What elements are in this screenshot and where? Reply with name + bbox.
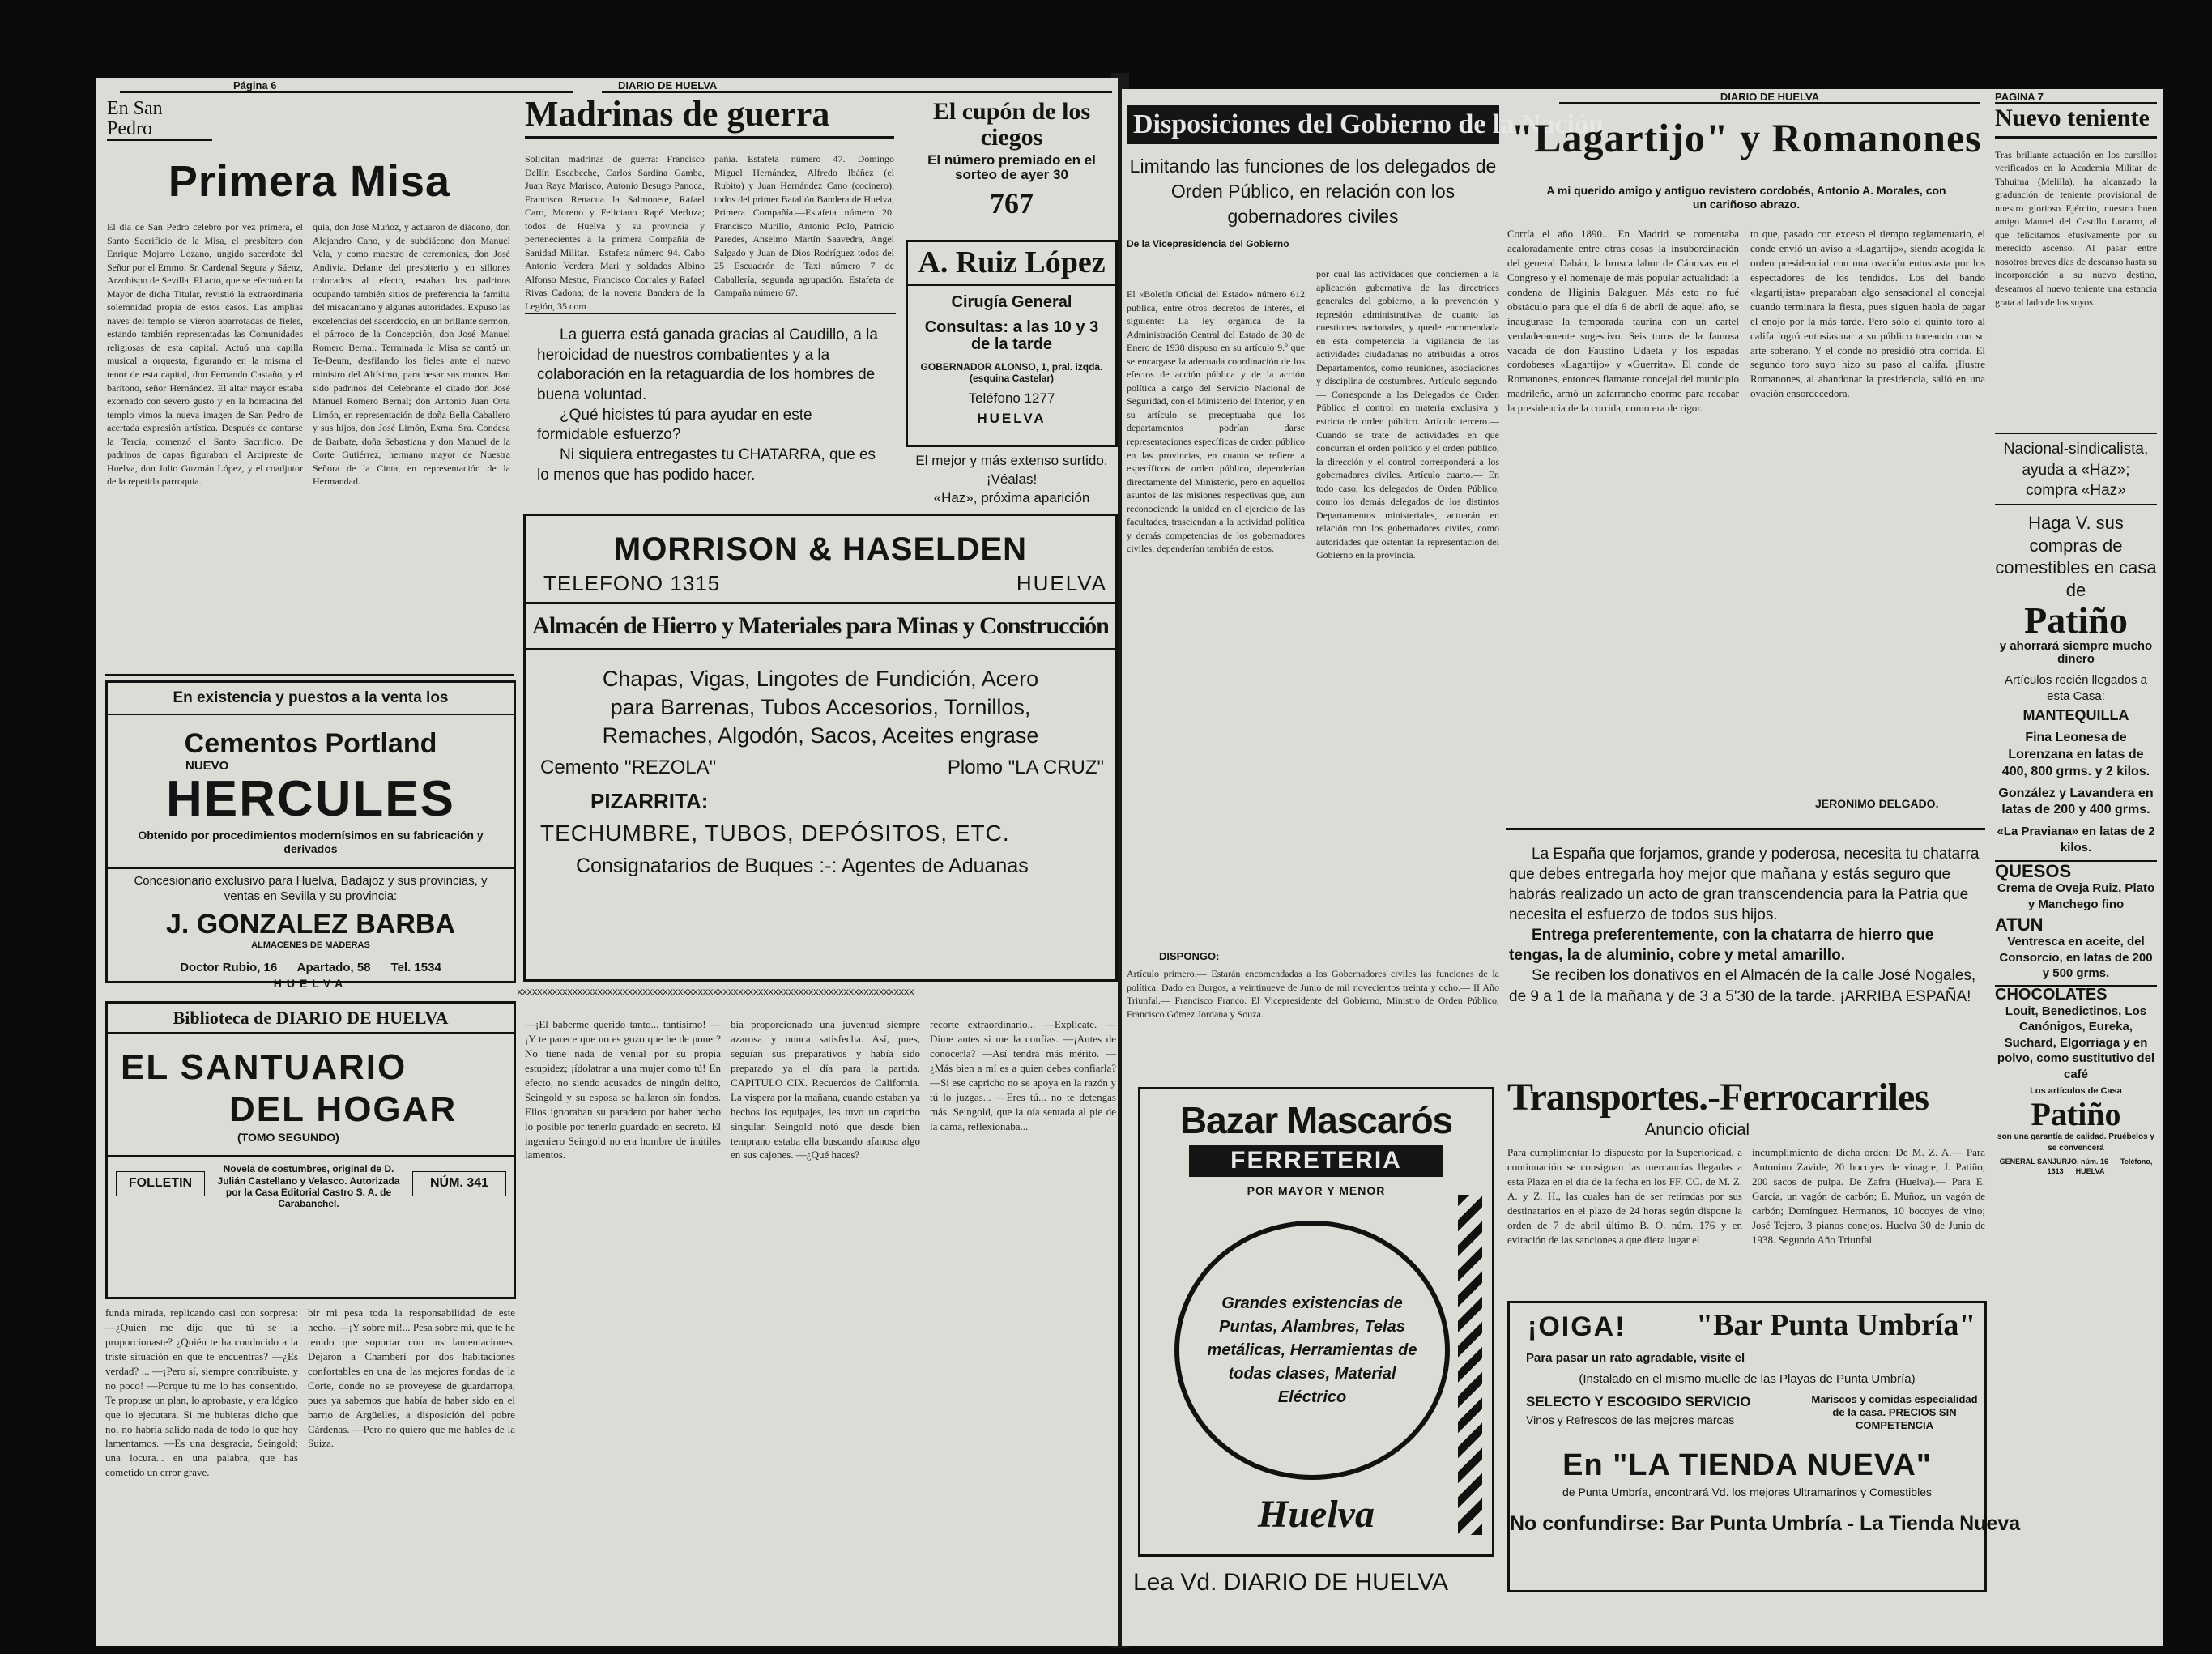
subheadline: Limitando las funciones de los delegados de Orden Público, en relación con los gobernadores civiles xyxy=(1129,155,1497,227)
article-column-2: incumplimiento de dicha orden: De M. Z. A.— Para Antonino Zavide, 20 bocoyes de vinagre; J. Patiño, 200 sacos de pulpa. De Zafra (Huelva).— Para E. García, un vagón de carbón; E. Muñoz, un vagón de carbón; Domínguez Hermanos, 10 bocoyes de vino; José Tejero, 3 pianos conejos. Huelva 30 de Junio de 1938. Segundo Año Triunfal. xyxy=(1752,1146,1985,1246)
phone-row xyxy=(526,569,1115,597)
product: Fina Leonesa de Lorenzana en latas de 400, 800 grms. y 2 kilos. xyxy=(2001,731,2150,778)
article-body: Tras brillante actuación en los cursillos verificados en la Academia Militar de Tahuima (Melilla), ha alcanzado la graduación de teniente provisional de nuestro glorioso Ejército, nuestro buen amigo Manuel del Castillo Lucarro, al que felicitamos efusivamente por su merecido ascenso. Al pasar entre nosotros breves días de descanso hasta su incorporación a su nuevo destino, deseamos al nuevo teniente una estancia grata al lado de los suyos. xyxy=(1995,148,2157,308)
city: Huelva xyxy=(1258,1493,1375,1536)
novel-note: Novela de costumbres, original de D. Julián Castellano y Velasco. Autorizada por la Casa Editorial Castro S. A. de Carabanchel. xyxy=(217,1163,400,1210)
dedication: A mi querido amigo y antiguo revistero cordobés, Antonio A. Morales, con un cariñoso abrazo. xyxy=(1546,183,1946,211)
ad-slogan: No confundirse: Bar Punta Umbría - La Tienda Nueva xyxy=(1510,1512,2021,1536)
notice-paragraph: La España que forjamos, grande y poderosa, necesita tu chatarra que debes entregarla hoy mejor que mañana y estás seguro que habrás realizado un acto de gran transcendencia para la Patria que necesita el esfuerzo de todos sus hijos. xyxy=(1509,846,1980,924)
ad-line: El mejor y más extenso surtido. ¡Véalas! xyxy=(915,453,1108,487)
headline: Nuevo teniente xyxy=(1995,105,2157,139)
ad-line: Para pasar un rato agradable, visite el xyxy=(1526,1351,1745,1365)
tienda-nueva: En "LA TIENDA NUEVA" xyxy=(1562,1447,1932,1482)
folletin-column-3: —¡El baberme querido tanto... tantísimo! —¡Y te parece que no es gozo que he de poner? No tiene nada de venial por su propia estupidez; ¡ídolatrar a una mujer como tú! En efecto, no siendo acusados de ningún delito, Seingold y su esposa se hallaron sin fondos. Ellos ignoraban su paradero por haber hecho lo posible por tenerlo guardado en secreto. El ingeniero Seingold no era hombre de inútiles lamentos. xyxy=(525,1018,721,1162)
ad-line: Artículos recién llegados a esta Casa: xyxy=(2005,672,2147,704)
por-mayor: POR MAYOR Y MENOR xyxy=(1247,1183,1386,1197)
notice-paragraph: Ni siquiera entregastes tu CHATARRA, que es lo menos que has podido hacer. xyxy=(537,446,876,484)
article-column-2: por cuál las actividades que conciernen a la aplicación gubernativa de las directrices generales del gobierno, a la prevención y represión administrativas de cuanto las cuestiones nacionales, y quede encomendada en esta competencia la vigilancia de las actividades ciudadanas no atribuidas a otros Departamentos, como reuniones, asociaciones y disciplina de costumbres. Artículo segundo.— Corresponde a los Delegados de Orden Público el control en materia exclusiva y estricta de orden público. Artículo tercero.— Cuando se trate de actividades en que concurran el orden político y el orden público, la dirección y el control corresponderá a los gobernadores civiles. Artículo cuarto.— En todo caso, los delegados de Orden Público, como los demás delegados de los distintos Departamentos ministeriales, actuarán en relación con los gobernadores civiles, como autoridades que ostentan la representación del Gobierno en la provincia. xyxy=(1316,268,1499,561)
product: González y Lavandera en latas de 200 y 400 grms. xyxy=(1998,786,2154,817)
cemento-brand: Cemento "REZOLA" xyxy=(540,757,717,779)
notice-nacional-sindicalista: Nacional-sindicalista, ayuda a «Haz»; compra «Haz» xyxy=(1995,433,2157,505)
ferreteria: FERRETERIA xyxy=(1189,1145,1443,1177)
article-column-1: Corría el año 1890... En Madrid se comentaba acaloradamente entre otras cosas la insubordinación del general Dabán, la brusca labor de Cánovas en el Congreso y el homenaje de más popular actualidad: la condena de Higinia Balaguer. Más esto no fué obstáculo para que el día 6 de abril de aquel año, se inaugurase la temporada taurina con un cartel verdaderamente sugestivo. Seis toros de la famosa vacada de don Faustino Udaeta y los espadas cordobeses «Lagartijo» y «Guerrita». El conde de Romanones, entonces flamante concejal del municipio madrileño, armó un zafarrancho enorme para recabar la presidencia de la corrida, como era de rigor. xyxy=(1507,228,1739,415)
folletin-column-2: bir mi pesa toda la responsabilidad de este hecho. —¡Y sobre mí!... Pesa sobre mí, que te he tenido que soportar con tus lamentaciones. Dejaron a Chamberí por dos habitaciones confortables en una de las mejores fondas de la Corte, donde no se proveyese de guardarropa, pues ya sabemos que había de haber sido en el barrio de Argüelles, a disposición del pobre Cárdenas. —Pero no quiero que me hables de la Suiza. xyxy=(308,1307,515,1450)
city: HUELVA xyxy=(1016,571,1107,595)
department: De la Vicepresidencia del Gobierno xyxy=(1127,237,1289,249)
ad-line: Teléfono 1277 xyxy=(968,390,1055,406)
consignatarios: Consignatarios de Buques :-: Agentes de Aduanas xyxy=(576,855,1029,878)
ad-line: SELECTO Y ESCOGIDO SERVICIO xyxy=(1526,1393,1751,1409)
right-newspaper-page xyxy=(1122,89,2163,1646)
article-column-2: to que, pasado con exceso el tiempo reglamentario, el conde envió un aviso a «Lagartijo», siendo acogida la orden presidencial con una ovación entusiasta por los espectadores de los tendidos. Los del bando «lagartijista» preparaban algo sensacional al concejal cuando terminara la fiesta, pues siguen habla de pagar el enojo por la más tarde. Pero sólo el quinto toro al califa logró entusiasmar a su público toreando con su arte soberano. Y el conde no presidió otra corrida. El segundo toro suyo hizo su paso al califa. ¡Ilustre Romanones, al abandonar la presidencia, salió en una ovación ensordecedora. xyxy=(1750,228,1985,400)
folletin-header xyxy=(105,1001,516,1299)
ad-address: GENERAL SANJURJO, núm. 16 Teléfono, 1313 HUELVA xyxy=(1999,1157,2154,1176)
ad-line: ALMACENES DE MADERAS xyxy=(251,940,370,950)
article-lagartijo xyxy=(1507,105,1985,834)
ad-line: (Instalado en el mismo muelle de las Playas de Punta Umbría) xyxy=(1579,1372,1916,1387)
folletin-column-1: funda mirada, replicando casi con sorpresa: —¿Quién me dijo que tú se la proporcionaste? ¿Quién te ha conducido a la triste situación en que te encuentras? —¿Es verdad? ... —¡Pero sí, siempre contribuiste, y no poco! —Porque tú me lo has consentido. Te propuse un plan, lo aprobaste, y era lógico que lo ejecutara. Si me hubieras dicho que no, no habría salido nada de todo lo que hoy lamentamos. —Es una desgracia, Seingold; una locura... en una palabra, que has cometido un error grave. xyxy=(105,1307,298,1479)
brand-row xyxy=(526,755,1115,784)
folletin-label: FOLLETIN xyxy=(116,1171,205,1196)
ad-brand: HERCULES xyxy=(165,771,456,828)
techumbre: TECHUMBRE, TUBOS, DEPÓSITOS, ETC. xyxy=(540,820,1010,846)
ad-line: «Haz», próxima aparición xyxy=(933,489,1090,505)
lea-diario: Lea Vd. DIARIO DE HUELVA xyxy=(1133,1569,1449,1596)
ad-line: HUELVA xyxy=(977,410,1046,426)
ad-line: En existencia y puestos a la venta los xyxy=(108,683,514,715)
notice-paragraph: Se reciben los donativos en el Almacén de la calle José Nogales, de 9 a 1 de la mañana y de 3 a 5'30 de la tarde. ¡ARRIBA ESPAÑA! xyxy=(1509,967,1976,1005)
oiga: ¡OIGA! xyxy=(1528,1311,1626,1342)
notice-espana xyxy=(1509,844,1985,1069)
store-name: Patiño xyxy=(2024,599,2128,641)
biblioteca-title: Biblioteca de DIARIO DE HUELVA xyxy=(108,1004,514,1034)
product: «La Pravianа» en latas de 2 kilos. xyxy=(1997,825,2155,855)
oiga-row xyxy=(1510,1303,1984,1350)
ad-line: Concesionario exclusivo para Huelva, Badajoz y sus provincias, y ventas en Sevilla y su provincia: xyxy=(108,867,514,905)
article-column-2: pañía.—Estafeta número 47. Domingo Miguel Hernández, Alfredo Ibáñez (el Rubito) y Juan Hernández Cano (cocinero), todos del primer Batallón Bandera de Huelva, Primera Compañía.—Estafeta número 20. Francisco Murillo, Antonio Polo, Patricio Paredes, Anselmo Martín Saavedra, Angel Salgado y Juan de Dios Rodríguez todos del 25 Escuadrón de Taxi número 7 de Caballería, segunda agrupación. Estafeta de Campaña número 67. xyxy=(714,153,894,299)
plomo-brand: Plomo "LA CRUZ" xyxy=(947,757,1104,779)
headline: Primera Misa xyxy=(168,157,451,207)
volume: (TOMO SEGUNDO) xyxy=(237,1131,339,1145)
cupon-ciegos xyxy=(906,99,1118,237)
ad-product: Cementos Portland xyxy=(184,727,437,759)
ad-cementos-hercules xyxy=(105,680,516,991)
masthead-title: DIARIO DE HUELVA xyxy=(1720,91,1820,103)
service-row xyxy=(1510,1393,1984,1442)
folletin-column-4: bía proporcionado una juventud siempre azarosa y nunca satisfecha. Así, pues, seguían sus preparativos y había sido preparado ya el día para la partida. CAPITULO CIX. Recuerdos de California. La víspera por la mañana, cuando estaban ya hechos los equipajes, les tuvo un capricho singular. Seingold notó que desde bien temprano estaba ella buscando afanosa algo en sus cajones. —¿Qué haces? xyxy=(731,1018,920,1162)
page-number: PAGINA 7 xyxy=(1995,91,2044,103)
ad-line: son una garantía de calidad. Pruébelos y se convencerá xyxy=(1997,1132,2154,1153)
headline: Madrinas de guerra xyxy=(525,96,894,139)
article-close: Artículo primero.— Estarán encomendadas a los Gobernadores civiles las funciones de la política. Dado en Burgos, a veintinueve de Junio de mil novecientos treinta y ocho.— II Año Triunfal.— Francisco Franco. El Vicepresidente del Gobierno, Ministro de Orden Público, Francisco Gómez Jordana y Souza. xyxy=(1127,968,1499,1020)
product-list: Chapas, Vigas, Lingotes de Fundición, Acero para Barrenas, Tubos Accesorios, Tornillos, Remaches, Algodón, Sacos, Aceites engrase xyxy=(602,667,1039,748)
rule xyxy=(525,313,896,314)
masthead xyxy=(602,79,1112,93)
article-column-1: Para cumplimentar lo dispuesto por la Superioridad, a continuación se consignan las mercancías llegadas a esta Plaza en el día de la fecha en los FF. CC. de M. Z. A. y Z. H., las cuales han de ser retiradas por sus destinatarios en el plazo de 24 horas según dispone la orden de 7 de abril último B. O. núm. 176 y en evitación de las sanciones a que diera lugar el xyxy=(1507,1146,1742,1246)
product: Ventresca en aceite, del Consorcio, en latas de 200 y 500 grms. xyxy=(1999,935,2153,981)
novel-title-1: EL SANTUARIO xyxy=(121,1047,407,1088)
ad-line: Cirugía General xyxy=(951,292,1072,311)
ad-line: Haga V. sus compras de comestibles en casa de xyxy=(1995,513,2157,600)
masthead xyxy=(1559,91,1980,104)
ad-company: J. GONZALEZ BARBA xyxy=(166,909,455,940)
folletin-info xyxy=(108,1155,514,1230)
ad-line: GOBERNADOR ALONSO, 1, pral. izqda. (esquina Castelar) xyxy=(920,360,1103,385)
category-mantequilla: MANTEQUILLA xyxy=(2022,707,2129,724)
ad-line: Obtenido por procedimientos modernísimos en su fabricación y derivados xyxy=(138,829,484,855)
ad-ruiz-lopez xyxy=(906,240,1118,447)
store-name: Bazar Mascarós xyxy=(1179,1099,1453,1141)
masthead-title: DIARIO DE HUELVA xyxy=(618,79,718,92)
headline: "Lagartijo" y Romanones xyxy=(1511,115,1982,160)
ad-line: Los artículos de Casa xyxy=(2030,1086,2122,1097)
headline: Transportes.-Ferrocarriles xyxy=(1507,1076,1929,1119)
cupon-number: 767 xyxy=(990,186,1034,220)
article-column-1: El «Boletín Oficial del Estado» número 612 publica, entre otros decretos de interés, el siguiente: La ley orgánica de la Administración Central del Estado de 30 de Enero de 1938 dispuso en su artículo 9.º que se encargase la adecuada coordinación de los efectos de acción pública y de la acción política a cargo del Servicio Nacional de Seguridad, con el Ministerio del Interior, y en su artículo se preceptuaba que los departamentos podrían darse representaciones específicas de orden público en las provincias, en cuanto se refiere a específicos de orden público, dependerían directamente del Ministerio, pero en aquellos asuntos de las misiones respectivas que, aun reconociendo la unidad en el ejercicio de las facultades, trasciendan a la actividad política y demás competencias de los gobernadores civiles, dependerían también de estos. xyxy=(1127,288,1305,555)
products-circle-text: Grandes existencias de Puntas, Alambres, Telas metálicas, Herramientas de todas clases, Material Eléctrico xyxy=(1207,1294,1417,1406)
signature: JERONIMO DELGADO. xyxy=(1815,797,1939,810)
subheadline: Anuncio oficial xyxy=(1645,1121,1750,1140)
ad-line: Vinos y Refrescos de las mejores marcas xyxy=(1526,1413,1735,1426)
category-atun: ATUN xyxy=(1995,914,2044,936)
kicker: En San Pedro xyxy=(107,99,212,141)
ad-line: Consultas: a las 10 y 3 de la tarde xyxy=(924,318,1099,353)
stripes xyxy=(1458,1195,1482,1535)
store-name-2: Patiño xyxy=(2031,1096,2121,1133)
product: Crema de Oveja Ruiz, Plato y Manchego fino xyxy=(1997,881,2155,911)
category-quesos: QUESOS xyxy=(1995,860,2157,880)
ad-new: NUEVO xyxy=(185,759,229,774)
notice-paragraph: Entrega preferentemente, con la chatarra de hierro que tengas, la de aluminio, cobre y metal amarillo. xyxy=(1509,927,1934,965)
notice-paragraph: La guerra está ganada gracias al Caudillo, a la heroicidad de nuestros combatientes y a la colaboración en la retaguardia de los hombres de buena voluntad. xyxy=(537,326,878,404)
ad-line: de Punta Umbría, encontrará Vd. los mejores Ultramarinos y Comestibles xyxy=(1562,1486,1932,1499)
novel-title-2: DEL HOGAR xyxy=(229,1089,458,1130)
ad-line: Mariscos y comidas especialidad de la casa. PRECIOS SIN COMPETENCIA xyxy=(1811,1392,1978,1431)
ad-bazar-mascaros xyxy=(1138,1087,1494,1557)
product: Louit, Benedictinos, Los Canónigos, Eureka, Suchard, Elgorriaga y en polvo, como sustitutivo del café xyxy=(1997,1004,2155,1081)
cupon-subtitle: El número premiado en el sorteo de ayer 30 xyxy=(927,152,1096,182)
pizarrita: PIZARRITA: xyxy=(590,789,709,814)
category-chocolates: CHOCOLATES xyxy=(1995,985,2157,1004)
article-nuevo-teniente xyxy=(1995,105,2157,429)
page-header-right xyxy=(1995,91,2157,104)
dispongo: DISPONGO: xyxy=(1159,950,1220,962)
almacen-title: Almacén de Hierro y Materiales para Minas y Construcción xyxy=(526,602,1115,650)
cupon-title: El cupón de los ciegos xyxy=(932,98,1091,151)
ad-line: y ahorrará siempre mucho dinero xyxy=(1999,639,2153,667)
ad-morrison-haselden xyxy=(523,514,1118,982)
rule xyxy=(1506,828,1985,830)
products-circle xyxy=(1174,1221,1450,1480)
ad-address: Doctor Rubio, 16 Apartado, 58 Tel. 1534 xyxy=(180,960,441,974)
ad-haz xyxy=(906,452,1118,517)
article-primera-misa xyxy=(107,99,512,682)
notice-paragraph: ¿Qué hicistes tú para ayudar en este formidable esfuerzo? xyxy=(537,406,812,444)
ad-bar-punta-umbria xyxy=(1507,1301,2021,1592)
rule xyxy=(105,674,514,676)
article-column-1: El día de San Pedro celebró por vez primera, el Santo Sacrificio de la Misa, el presbítero don Enrique Mojarro Lozano, ungido sacerdote del Señor por el Emmo. Sr. Cardenal Segura y Sáenz, Arzobispo de Sevilla. El acto, que se efectuó en la Mayor de dicha Titular, revistió la extraordinaria solemnidad propia de estos casos. Las amplias naves del templo se vieron abarrotadas de fieles, estando también representadas las Comunidades religiosas de esta capital. Actuó una capilla musical a orquesta, figurando en la misma el tenor de esta capital, don Fernando Castaño, y el barítono, señor Hernández. El altar mayor estaba exornado con severo gusto y en la hornacina del templo vimos la nueva imagen de San Pedro de acertada expresión artística. Después de cantarse la Tercia, comenzó el Santo Sacrificio. De padrinos de capas figuraban el Arcipreste de Huelva, don Julio Guzmán López, y el coadjutor de la repetida parroquia. xyxy=(107,221,303,488)
article-gobierno xyxy=(1127,105,1604,1071)
doctor-name: A. Ruiz López xyxy=(908,242,1115,286)
notice-guerra-ganada xyxy=(537,326,885,488)
page-number: Página 6 xyxy=(233,79,277,92)
bar-name: "Bar Punta Umbría" xyxy=(1696,1308,1976,1342)
company-name: MORRISON & HASELDEN xyxy=(613,531,1028,567)
left-newspaper-page xyxy=(96,78,1118,1646)
separator-row: xxxxxxxxxxxxxxxxxxxxxxxxxxxxxxxxxxxxxxxxxxxxxxxxxxxxxxxxxxxxxxxxxxxxxxxxxxxxxxx xyxy=(517,987,914,998)
article-column-1: Solicitan madrinas de guerra: Francisco Dellín Escabeche, Carlos Sardina Gamba, Juan Raya Marisco, Antonio Besugo Panoca, Francisco Renacua la Salmonete, Rafael Caro, Moreno y Feliciano Rapé Merluza; todos de Huelva y su provincia y pertenecientes a la primera Compañía de Sanidad Militar.—Estafeta número 94. Cabo Antonio Verdera Mari y soldados Albino Alfonso Mestre, Francisco Corrales y Rafael Rivas Cadona; de la novena Bandera de la Legión, 35 com xyxy=(525,153,705,313)
article-column-2: quia, don José Muñoz, y actuaron de diácono, don Alejandro Cano, y de subdiácono don Manuel Vela, y como maestro de ceremonias, don José Andivia. Delante del presbiterio y en sillones colocados al efecto, estaban los padrinos ocupando también sitios de preferencia la familia del misacantano y algunas autoridades. Expuso las excelencias del sacerdocio, en un brillante sermón, el párroco de la Concepción, don José Manuel Romero Bernal. Terminada la Misa se cantó un Te-Deum, desfilando los fieles ante el nuevo ministro del Altísimo, para besar sus manos. Han sido padrinos del Celebrante el citado don José Manuel Romero Bernal; don Antonio Juan Orta Limón, en representación de doña Bella Caballero y sus hijos, don José Limón, Exma. Sra. Condesa de Barbate, doña Sebastiana y don Manuel de la Corte Gutiérrez, hermano mayor de Nuestra Señora de la Cinta, en representación de la Hermandad. xyxy=(313,221,510,488)
ad-city: HUELVA xyxy=(273,977,348,991)
headline: Disposiciones del Gobierno de la Nación xyxy=(1127,105,1499,144)
ad-patino xyxy=(1995,512,2157,1176)
issue-number: NÚM. 341 xyxy=(412,1171,506,1196)
page-header-left xyxy=(120,79,573,93)
phone: TELEFONO 1315 xyxy=(543,571,721,595)
folletin-column-5: recorte extraordinario... —Explícate. —Dime antes si me la confías. —¡Antes de conocerla? —Así tendrá más mérito. —¿Más bien a mí es a quien debes confiarla? —Si ese capricho no se apoya en la razón y tú lo juzgas... —Eres tú... no te detengas más. Seingold, que la oía sentada al pie de la cama, reflexionaba... xyxy=(930,1018,1116,1132)
